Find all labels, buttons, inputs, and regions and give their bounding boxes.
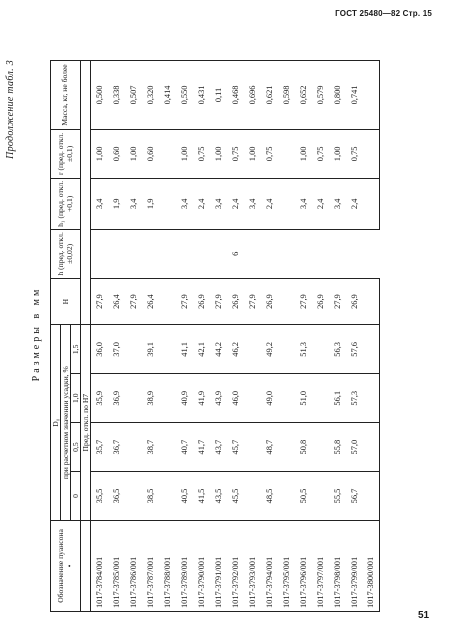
mass-cell: 0,800 (329, 61, 346, 130)
d0-cell: 42,1 (193, 325, 210, 374)
d0-cell: 56,1 (329, 374, 346, 423)
table-row (261, 61, 278, 612)
d0-cell: 40,7 (176, 423, 193, 472)
mass-cell: 0,338 (108, 61, 125, 130)
designation-cell: 1017-3794/001 (261, 520, 278, 611)
h1-cell: 2,4 (312, 178, 329, 229)
r-cell: 1,00 (329, 129, 346, 178)
table-row (91, 61, 108, 612)
H-cell: 27,9 (176, 278, 193, 325)
H-cell: 27,9 (244, 278, 261, 325)
mass-cell: 0,500 (91, 61, 108, 130)
d0-cell: 43,5 (210, 472, 227, 521)
table-row (278, 61, 295, 612)
d0-cell: 43,7 (210, 423, 227, 472)
d0-cell: 37,0 (108, 325, 125, 374)
d0-cell: 41,1 (176, 325, 193, 374)
h1-cell: 3,4 (176, 178, 193, 229)
h1-cell (159, 178, 176, 229)
r-cell: 1,00 (244, 129, 261, 178)
r-cell (159, 129, 176, 178)
H-cell: 26,9 (261, 278, 278, 325)
h1-cell (278, 178, 295, 229)
d0-cell (363, 472, 380, 521)
h1-cell: 1,9 (108, 178, 125, 229)
d0-cell (363, 374, 380, 423)
d0-cell (278, 423, 295, 472)
designation-cell: 1017-3788/001 (159, 520, 176, 611)
table-row (227, 61, 244, 612)
h1-cell: 3,4 (244, 178, 261, 229)
d0-cell (159, 472, 176, 521)
d0-cell (312, 472, 329, 521)
mass-cell: 0,550 (176, 61, 193, 130)
designation-cell: 1017-3792/001 (227, 520, 244, 611)
d0-cell: 50,8 (295, 423, 312, 472)
d0-cell: 46,2 (227, 325, 244, 374)
designation-cell: 1017-3789/001 (176, 520, 193, 611)
h1-cell: 3,4 (210, 178, 227, 229)
page-header: ГОСТ 25480—82 Стр. 15 (335, 9, 432, 18)
designation-cell: 1017-3784/001 (91, 520, 108, 611)
d0-cell (312, 325, 329, 374)
designation-cell: 1017-3799/001 (346, 520, 363, 611)
d0-cell: 40,5 (176, 472, 193, 521)
d0-cell: 48,5 (261, 472, 278, 521)
table-row (295, 61, 312, 612)
mass-cell: 0,468 (227, 61, 244, 130)
table-row (142, 61, 159, 612)
H-cell: 26,4 (142, 278, 159, 325)
d0-cell: 55,8 (329, 423, 346, 472)
r-cell: 1,00 (125, 129, 142, 178)
d0-cell (278, 472, 295, 521)
r-cell: 0,75 (346, 129, 363, 178)
r-cell: 1,00 (176, 129, 193, 178)
H-cell: 27,9 (210, 278, 227, 325)
d0-cell (363, 423, 380, 472)
H-cell (278, 278, 295, 325)
d0-cell: 36,0 (91, 325, 108, 374)
h1-cell: 3,4 (125, 178, 142, 229)
d0-cell: 56,7 (346, 472, 363, 521)
mass-cell: 0,11 (210, 61, 227, 130)
designation-cell: 1017-3793/001 (244, 520, 261, 611)
d0-cell: 41,7 (193, 423, 210, 472)
table-row (176, 61, 193, 612)
d0-cell: 49,0 (261, 374, 278, 423)
d0-cell: 41,9 (193, 374, 210, 423)
mass-cell: 0,598 (278, 61, 295, 130)
d0-cell: 39,1 (142, 325, 159, 374)
r-cell: 0,75 (312, 129, 329, 178)
r-cell: 0,75 (193, 129, 210, 178)
table-row (363, 61, 380, 612)
d0-cell: 51,0 (295, 374, 312, 423)
d0-cell: 49,2 (261, 325, 278, 374)
table-row (193, 61, 210, 612)
designation-cell: 1017-3796/001 (295, 520, 312, 611)
designation-cell: 1017-3790/001 (193, 520, 210, 611)
table-row (108, 61, 125, 612)
mass-cell: 0,579 (312, 61, 329, 130)
dimensions-table (50, 60, 380, 612)
designation-cell: 1017-3786/001 (125, 520, 142, 611)
H-cell: 26,9 (346, 278, 363, 325)
designation-cell: 1017-3800/001 (363, 520, 380, 611)
tolerance-note: Пред. откл. по H7 (81, 325, 91, 521)
r-cell: 1,00 (210, 129, 227, 178)
mass-cell: 0,652 (295, 61, 312, 130)
shrink-0: 0 (71, 472, 81, 521)
r-cell (278, 129, 295, 178)
table-row (159, 61, 176, 612)
col-h1: h₁ (пред. откл. +0,1) (51, 178, 81, 229)
d0-cell: 40,9 (176, 374, 193, 423)
r-cell (363, 129, 380, 178)
d0-cell: 35,5 (91, 472, 108, 521)
col-H: H (51, 278, 81, 325)
H-cell (159, 278, 176, 325)
d0-cell: 55,5 (329, 472, 346, 521)
h1-cell: 3,4 (329, 178, 346, 229)
H-cell: 26,9 (312, 278, 329, 325)
designation-cell: 1017-3787/001 (142, 520, 159, 611)
h1-cell: 2,4 (346, 178, 363, 229)
d0-cell (125, 325, 142, 374)
d0-cell (244, 423, 261, 472)
table-row (346, 61, 363, 612)
d0-cell: 35,9 (91, 374, 108, 423)
d0-cell (244, 472, 261, 521)
mass-cell: 0,621 (261, 61, 278, 130)
d0-cell: 38,9 (142, 374, 159, 423)
designation-cell: 1017-3797/001 (312, 520, 329, 611)
table-row (244, 61, 261, 612)
d0-cell: 38,7 (142, 423, 159, 472)
d0-cell (278, 325, 295, 374)
H-cell: 27,9 (91, 278, 108, 325)
d0-cell: 48,7 (261, 423, 278, 472)
shrink-15: 1,5 (71, 325, 81, 374)
r-cell: 0,60 (142, 129, 159, 178)
r-cell: 1,00 (91, 129, 108, 178)
H-cell: 26,9 (227, 278, 244, 325)
d0-cell: 45,7 (227, 423, 244, 472)
d0-cell (159, 325, 176, 374)
H-cell (363, 278, 380, 325)
h1-cell: 3,4 (91, 178, 108, 229)
table-row (210, 61, 227, 612)
d0-cell: 45,5 (227, 472, 244, 521)
mass-cell: 0,741 (346, 61, 363, 130)
h1-cell: 1,9 (142, 178, 159, 229)
d0-cell: 44,2 (210, 325, 227, 374)
continuation-label: Продолжение табл. 3 (5, 60, 16, 159)
d0-cell (363, 325, 380, 374)
mass-cell: 0,414 (159, 61, 176, 130)
table-row (329, 61, 346, 612)
d0-cell (159, 374, 176, 423)
r-cell: 0,60 (108, 129, 125, 178)
d0-cell: 56,3 (329, 325, 346, 374)
h1-cell: 3,4 (295, 178, 312, 229)
r-cell: 0,75 (227, 129, 244, 178)
d0-cell (278, 374, 295, 423)
col-d0: D₀ (51, 325, 61, 521)
H-cell: 26,4 (108, 278, 125, 325)
H-cell: 26,9 (193, 278, 210, 325)
designation-cell: 1017-3791/001 (210, 520, 227, 611)
d0-cell: 36,7 (108, 423, 125, 472)
d0-cell (125, 374, 142, 423)
mass-cell (363, 61, 380, 130)
h1-cell: 2,4 (193, 178, 210, 229)
d0-cell: 57,0 (346, 423, 363, 472)
page-number: 51 (418, 610, 430, 621)
h1-cell (363, 178, 380, 229)
h1-cell: 2,4 (227, 178, 244, 229)
H-cell: 27,9 (125, 278, 142, 325)
d0-cell: 35,7 (91, 423, 108, 472)
col-h: h (пред. откл. ±0,02) (51, 229, 81, 278)
d0-cell (244, 374, 261, 423)
mass-cell: 0,431 (193, 61, 210, 130)
d0-cell: 57,3 (346, 374, 363, 423)
col-r: r (пред. откл. ±0,1) (51, 129, 81, 178)
d0-cell: 38,5 (142, 472, 159, 521)
designation-cell: 1017-3798/001 (329, 520, 346, 611)
mass-cell: 0,507 (125, 61, 142, 130)
d0-cell: 43,9 (210, 374, 227, 423)
mass-cell: 0,320 (142, 61, 159, 130)
H-cell: 27,9 (329, 278, 346, 325)
d0-cell (244, 325, 261, 374)
rotated-table-block (2, 54, 442, 614)
d0-cell (125, 423, 142, 472)
col-designation: Обозначение пуансона • (51, 520, 81, 611)
d0-cell (312, 374, 329, 423)
d0-cell: 36,9 (108, 374, 125, 423)
d0-cell (312, 423, 329, 472)
d0-cell (159, 423, 176, 472)
designation-cell: 1017-3785/001 (108, 520, 125, 611)
d0-cell: 51,3 (295, 325, 312, 374)
H-cell: 27,9 (295, 278, 312, 325)
designation-cell: 1017-3795/001 (278, 520, 295, 611)
table-row (312, 61, 329, 612)
shrink-note: при расчетном значении усадки, % (61, 325, 71, 521)
r-cell: 1,00 (295, 129, 312, 178)
d0-cell: 57,6 (346, 325, 363, 374)
d0-cell: 36,5 (108, 472, 125, 521)
shrink-05: 0,5 (71, 423, 81, 472)
mass-cell: 0,696 (244, 61, 261, 130)
h1-cell: 2,4 (261, 178, 278, 229)
dimensions-title: Размеры в мм (31, 286, 42, 382)
r-cell: 0,75 (261, 129, 278, 178)
d0-cell: 50,5 (295, 472, 312, 521)
shrink-10: 1,0 (71, 374, 81, 423)
col-mass: Масса, кг, не более (51, 61, 81, 130)
d0-cell: 46,0 (227, 374, 244, 423)
h-value-cell: 6 (91, 229, 380, 278)
d0-cell: 41,5 (193, 472, 210, 521)
d0-cell (125, 472, 142, 521)
table-row (125, 61, 142, 612)
